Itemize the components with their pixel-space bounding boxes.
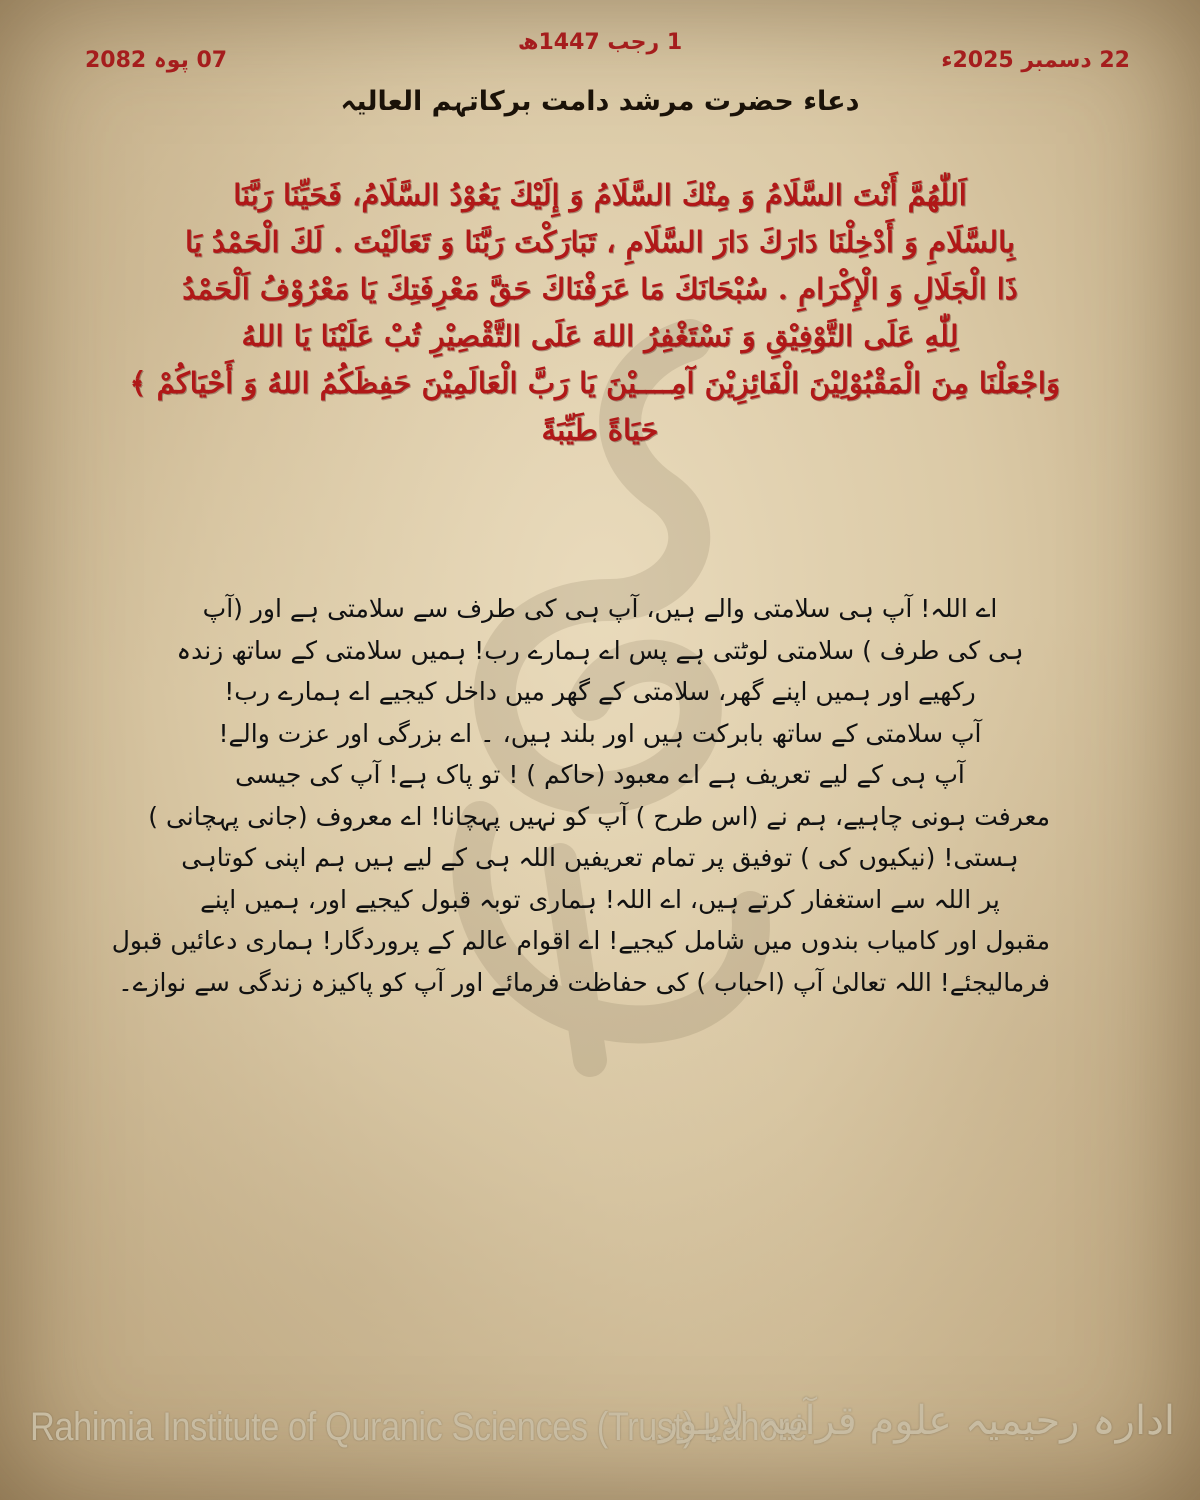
urdu-line: پر اللہ سے استغفار کرتے ہیں، اے اللہ! ہماری توبہ قبول کیجیے اور، ہمیں اپنے	[200, 884, 1000, 914]
arabic-line: اَللّٰهُمَّ أَنْتَ السَّلَامُ وَ مِنْكَ السَّلَامُ وَ إِلَيْكَ يَعُوْدُ السَّلَامُ، فَحَيِّنَا رَبَّنَا	[233, 178, 967, 212]
urdu-line: آپ سلامتی کے ساتھ بابرکت ہیں اور بلند ہیں، ۔ اے بزرگی اور عزت والے!	[218, 718, 982, 748]
page-title: دعاء حضرت مرشد دامت برکاتہم العالیہ	[340, 86, 860, 117]
arabic-line: لِلّٰهِ عَلَى التَّوْفِيْقِ وَ نَسْتَغْفِرُ اللهَ عَلَى التَّقْصِيْرِ تُبْ عَلَيْنَا يَا اللهُ	[241, 319, 959, 353]
urdu-line: معرفت ہونی چاہیے، ہم نے (اس طرح ) آپ کو نہیں پہچانا! اے معروف (جانی پہچانی )	[148, 801, 1050, 831]
arabic-line: بِالسَّلَامِ وَ أَدْخِلْنَا دَارَكَ دَارَ السَّلَامِ ، تَبَارَكْتَ رَبَّنَا وَ تَعَالَيْتَ . لَكَ الْحَمْدُ يَا	[185, 225, 1015, 259]
institute-name-urdu-logo: ادارہ رحیمیہ علوم قرآنیہ لاہور	[658, 1398, 1175, 1444]
urdu-line: اے اللہ! آپ ہی سلامتی والے ہیں، آپ ہی کی طرف سے سلامتی ہے اور (آپ	[202, 594, 998, 623]
gregorian-date: 22 دسمبر 2025ء	[941, 48, 1130, 73]
urdu-line: فرمالیجئے! اللہ تعالیٰ آپ (احباب ) کی حفاظت فرمائے اور آپ کو پاکیزہ زندگی سے نوازے۔	[118, 967, 1050, 997]
urdu-line: مقبول اور کامیاب بندوں میں شامل کیجیے! اے اقوام عالم کے پروردگار! ہماری دعائیں قبول	[111, 926, 1050, 955]
arabic-line: حَيَاةً طَيِّبَةً	[541, 413, 659, 447]
urdu-line: رکھیے اور ہمیں اپنے گھر، سلامتی کے گھر میں داخل کیجیے اے ہمارے رب!	[224, 677, 976, 706]
urdu-line: ہستی! (نیکیوں کی ) توفیق پر تمام تعریفیں اللہ ہی کے لیے ہیں ہم اپنی کوتاہی	[181, 843, 1019, 872]
arabic-dua	[129, 172, 1060, 454]
institute-name-english: Rahimia Institute of Quranic Sciences (Trust) Lahore	[30, 1405, 808, 1449]
hijri-date: 1 رجب 1447ھ	[517, 30, 683, 55]
arabic-line: وَاجْعَلْنَا مِنَ الْمَقْبُوْلِيْنَ الْفَائِزِيْنَ آمِــــيْنَ يَا رَبَّ الْعَالَمِيْنَ حَفِظَكُمُ اللهُ وَ أَحْيَاكُمْ ﴾	[129, 366, 1060, 400]
bikrami-date: 07 پوہ 2082	[85, 48, 228, 73]
urdu-line: ہی کی طرف ) سلامتی لوٹتی ہے پس اے ہمارے رب! ہمیں سلامتی کے ساتھ زندہ	[176, 635, 1024, 665]
arabic-line: ذَا الْجَلَالِ وَ الْإِكْرَامِ . سُبْحَانَكَ مَا عَرَفْنَاكَ حَقَّ مَعْرِفَتِكَ يَا مَعْرُوْفُ اَلْحَمْدُ	[182, 272, 1018, 306]
urdu-line: آپ ہی کے لیے تعریف ہے اے معبود (حاکم ) ! تو پاک ہے! آپ کی جیسی	[235, 760, 965, 789]
urdu-translation	[111, 588, 1050, 1003]
